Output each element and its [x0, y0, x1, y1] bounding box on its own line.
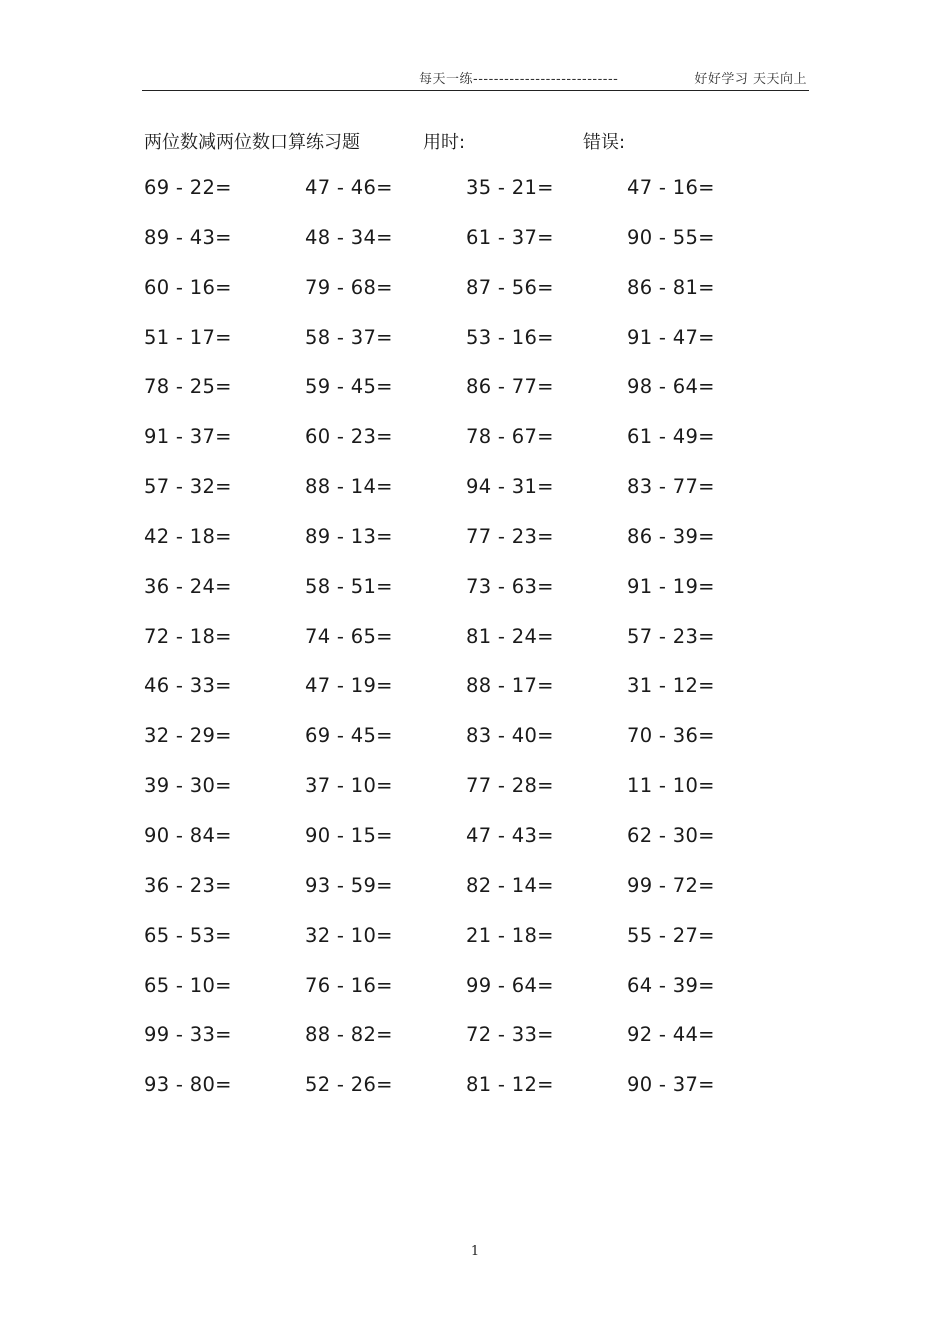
problem-item: 78 - 67=	[466, 425, 554, 449]
problem-item: 65 - 53=	[144, 923, 232, 947]
problem-item: 65 - 10=	[144, 973, 232, 997]
problem-item: 32 - 29=	[144, 724, 232, 748]
problem-item: 86 - 77=	[466, 375, 554, 399]
problem-item: 99 - 33=	[144, 1023, 232, 1047]
problem-item: 39 - 30=	[144, 774, 232, 798]
header-right-text: 好好学习 天天向上	[694, 72, 807, 87]
problem-item: 93 - 80=	[144, 1073, 232, 1097]
problem-item: 53 - 16=	[466, 325, 554, 349]
problem-item: 86 - 81=	[627, 275, 715, 299]
page-number: 1	[470, 1244, 480, 1259]
problem-item: 55 - 27=	[627, 923, 715, 947]
problem-item: 46 - 33=	[144, 674, 232, 698]
problem-item: 11 - 10=	[627, 774, 715, 798]
problem-item: 47 - 16=	[627, 176, 715, 199]
problem-item: 36 - 23=	[144, 873, 232, 897]
problem-item: 79 - 68=	[305, 275, 393, 299]
problem-item: 86 - 39=	[627, 524, 715, 548]
problem-item: 92 - 44=	[627, 1023, 715, 1047]
problem-item: 70 - 36=	[627, 724, 715, 748]
problem-item: 47 - 43=	[466, 823, 554, 847]
problem-item: 60 - 23=	[305, 425, 393, 449]
problem-item: 91 - 19=	[627, 574, 715, 598]
problem-item: 74 - 65=	[305, 624, 393, 648]
problem-item: 72 - 33=	[466, 1023, 554, 1047]
problem-item: 99 - 64=	[466, 973, 554, 997]
problem-item: 81 - 24=	[466, 624, 554, 648]
title-row	[144, 128, 804, 158]
problem-item: 89 - 43=	[144, 225, 232, 249]
problem-item: 47 - 46=	[305, 176, 393, 199]
problem-item: 91 - 47=	[627, 325, 715, 349]
problem-item: 88 - 14=	[305, 475, 393, 499]
problem-item: 81 - 12=	[466, 1073, 554, 1097]
problem-item: 72 - 18=	[144, 624, 232, 648]
problem-item: 69 - 45=	[305, 724, 393, 748]
problem-item: 51 - 17=	[144, 325, 232, 349]
problem-item: 69 - 22=	[144, 176, 232, 199]
problem-item: 32 - 10=	[305, 923, 393, 947]
header-left-text: 每天一练----------------------------	[419, 72, 619, 87]
problem-item: 58 - 37=	[305, 325, 393, 349]
problem-item: 58 - 51=	[305, 574, 393, 598]
problem-item: 61 - 49=	[627, 425, 715, 449]
problem-item: 57 - 23=	[627, 624, 715, 648]
problem-item: 90 - 37=	[627, 1073, 715, 1097]
problem-item: 42 - 18=	[144, 524, 232, 548]
problem-item: 52 - 26=	[305, 1073, 393, 1097]
problem-item: 73 - 63=	[466, 574, 554, 598]
problem-item: 89 - 13=	[305, 524, 393, 548]
problem-item: 35 - 21=	[466, 176, 554, 199]
page-header	[142, 64, 809, 91]
problem-item: 90 - 15=	[305, 823, 393, 847]
problem-item: 90 - 84=	[144, 823, 232, 847]
problem-item: 91 - 37=	[144, 425, 232, 449]
problem-item: 94 - 31=	[466, 475, 554, 499]
problem-item: 36 - 24=	[144, 574, 232, 598]
problem-item: 87 - 56=	[466, 275, 554, 299]
problem-item: 93 - 59=	[305, 873, 393, 897]
problem-item: 82 - 14=	[466, 873, 554, 897]
problem-item: 99 - 72=	[627, 873, 715, 897]
time-label: 用时:	[423, 132, 466, 153]
problem-item: 88 - 82=	[305, 1023, 393, 1047]
problem-item: 76 - 16=	[305, 973, 393, 997]
problem-item: 57 - 32=	[144, 475, 232, 499]
page-title: 两位数减两位数口算练习题	[144, 132, 360, 153]
problem-item: 78 - 25=	[144, 375, 232, 399]
problem-item: 37 - 10=	[305, 774, 393, 798]
problem-item: 61 - 37=	[466, 225, 554, 249]
problem-item: 98 - 64=	[627, 375, 715, 399]
problem-item: 83 - 40=	[466, 724, 554, 748]
problem-item: 60 - 16=	[144, 275, 232, 299]
problem-item: 47 - 19=	[305, 674, 393, 698]
problem-item: 77 - 23=	[466, 524, 554, 548]
problem-item: 31 - 12=	[627, 674, 715, 698]
problem-item: 90 - 55=	[627, 225, 715, 249]
problem-item: 83 - 77=	[627, 475, 715, 499]
error-label: 错误:	[583, 132, 626, 153]
problem-item: 48 - 34=	[305, 225, 393, 249]
problem-item: 64 - 39=	[627, 973, 715, 997]
problem-item: 77 - 28=	[466, 774, 554, 798]
problem-item: 88 - 17=	[466, 674, 554, 698]
problem-item: 62 - 30=	[627, 823, 715, 847]
problem-item: 59 - 45=	[305, 375, 393, 399]
problem-item: 21 - 18=	[466, 923, 554, 947]
